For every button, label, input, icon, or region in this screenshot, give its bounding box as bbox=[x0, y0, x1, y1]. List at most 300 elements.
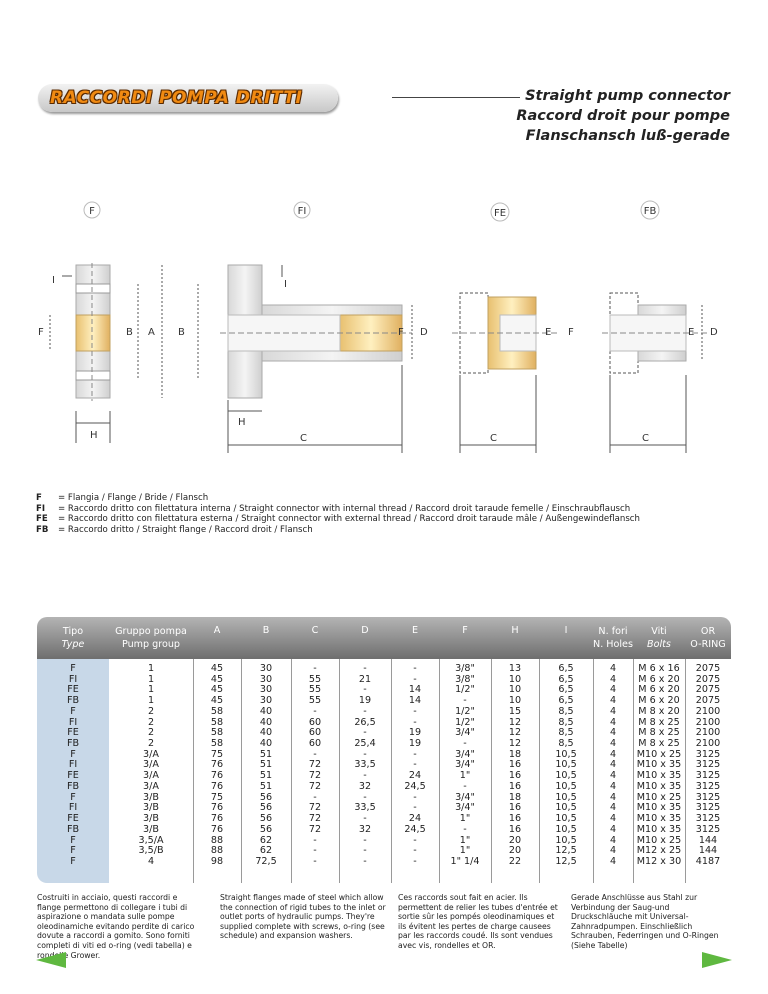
table-cell: FI bbox=[68, 673, 78, 685]
table-cell: 8,5 bbox=[558, 705, 574, 717]
view-label-f bbox=[84, 202, 100, 218]
table-cell: 3,5/B bbox=[138, 845, 164, 857]
table-cell: 4 bbox=[609, 727, 617, 739]
table-cell: 62 bbox=[259, 834, 273, 846]
table-cell: - bbox=[363, 748, 367, 760]
table-cell: 76 bbox=[210, 759, 224, 771]
table-cell: 10,5 bbox=[555, 834, 577, 846]
column-nfori bbox=[593, 664, 633, 868]
table-cell: 10,5 bbox=[555, 770, 577, 782]
table-cell: - bbox=[313, 748, 317, 760]
table-cell: 12,5 bbox=[555, 845, 577, 857]
table-cell: 75 bbox=[210, 748, 224, 760]
legend-item: FB = Raccordo dritto / Straight flange / Raccord droit / Flansch bbox=[36, 524, 313, 535]
table-cell: 12 bbox=[508, 716, 522, 728]
table-cell: 72 bbox=[308, 770, 322, 782]
table-cell: 10 bbox=[508, 695, 522, 707]
header-viti: Viti Bolts bbox=[647, 626, 671, 650]
table-cell: - bbox=[363, 684, 367, 696]
table-cell: 3/4" bbox=[455, 791, 475, 803]
table-cell: 1 bbox=[147, 673, 155, 685]
header-h: H bbox=[511, 625, 519, 636]
header-b: B bbox=[262, 625, 270, 636]
table-cell: - bbox=[463, 738, 467, 750]
table-cell: 30 bbox=[259, 673, 273, 685]
table-cell: F bbox=[70, 855, 76, 867]
svg-text:FI: FI bbox=[297, 206, 307, 217]
legend-item: FI = Raccordo dritto con filettatura interna / Straight connector with internal thread / Raccord droit taraude femelle / Einschraubflausch bbox=[36, 503, 631, 514]
header-f: F bbox=[462, 625, 468, 636]
svg-text:F: F bbox=[89, 206, 95, 217]
column-b bbox=[241, 664, 291, 868]
table-cell: 10,5 bbox=[555, 813, 577, 825]
footer-text-en: Straight flanges made of steel which allow the connection of rigid tubes to the inlet or outlet ports of hydraulic pumps. They're supplied complete with screws, o-ring (see schedule) and expansion washers. bbox=[220, 893, 386, 941]
table-cell: 16 bbox=[508, 823, 522, 835]
table-cell: - bbox=[313, 845, 317, 857]
table-cell: M 8 x 25 bbox=[638, 738, 680, 750]
table-cell: - bbox=[313, 663, 317, 674]
table-cell: 40 bbox=[259, 727, 273, 739]
table-cell: 1/2" bbox=[455, 716, 475, 728]
table-cell: M 6 x 20 bbox=[638, 673, 680, 685]
table-cell: M10 x 35 bbox=[636, 802, 682, 814]
table-cell: 144 bbox=[698, 834, 718, 846]
table-cell: 56 bbox=[259, 802, 273, 814]
table-cell: - bbox=[363, 705, 367, 717]
svg-text:FB: FB bbox=[643, 206, 657, 217]
table-cell: 76 bbox=[210, 770, 224, 782]
table-cell: - bbox=[363, 770, 367, 782]
header-i: I bbox=[564, 625, 568, 636]
table-cell: 88 bbox=[210, 834, 224, 846]
header-gruppo: Gruppo pompa Pump group bbox=[115, 626, 187, 650]
table-cell: 1" bbox=[459, 813, 471, 825]
table-cell: 76 bbox=[210, 802, 224, 814]
table-cell: F bbox=[70, 845, 76, 857]
table-cell: 3125 bbox=[695, 823, 721, 835]
table-cell: 3/B bbox=[143, 823, 159, 835]
table-cell: 3/4" bbox=[455, 802, 475, 814]
table-cell: 10,5 bbox=[555, 823, 577, 835]
table-cell: 3/A bbox=[143, 748, 159, 760]
table-cell: 10 bbox=[508, 684, 522, 696]
dim-label-i-fi: I bbox=[284, 279, 287, 290]
table-cell: 4 bbox=[609, 855, 617, 867]
table-cell: M10 x 35 bbox=[636, 759, 682, 771]
table-cell: 2100 bbox=[695, 738, 721, 750]
table-cell: 1 bbox=[147, 684, 155, 696]
table-cell: M 8 x 25 bbox=[638, 727, 680, 739]
table-cell: FI bbox=[68, 759, 78, 771]
table-cell: 15 bbox=[508, 705, 522, 717]
table-cell: 3,5/A bbox=[138, 834, 164, 846]
table-cell: 3/4" bbox=[455, 759, 475, 771]
table-cell: 4 bbox=[609, 663, 617, 674]
table-cell: - bbox=[363, 834, 367, 846]
table-cell: - bbox=[413, 663, 417, 674]
table-cell: 45 bbox=[210, 663, 224, 674]
table-cell: 30 bbox=[259, 684, 273, 696]
table-cell: 33,5 bbox=[354, 759, 376, 771]
table-cell: 3/A bbox=[143, 759, 159, 771]
table-cell: F bbox=[70, 791, 76, 803]
table-cell: 24,5 bbox=[404, 780, 426, 792]
column-viti bbox=[633, 664, 685, 868]
table-cell: 40 bbox=[259, 716, 273, 728]
table-cell: F bbox=[70, 663, 76, 674]
flange-f-drawing bbox=[76, 263, 110, 401]
table-cell: M10 x 35 bbox=[636, 780, 682, 792]
table-cell: - bbox=[463, 780, 467, 792]
table-cell: 40 bbox=[259, 738, 273, 750]
table-cell: - bbox=[363, 855, 367, 867]
table-cell: 21 bbox=[358, 673, 372, 685]
dim-label-e-fe: E bbox=[545, 327, 552, 338]
table-cell: - bbox=[413, 705, 417, 717]
dim-label-d-fi: D bbox=[420, 327, 428, 338]
connector-fi-drawing bbox=[220, 265, 412, 398]
footer-text-it: Costruiti in acciaio, questi raccordi e flange permettono di collegare i tubi di aspirazione o mandata sulle pompe oleodinamiche evitando perdite di carico dovute a raccordi a gomito. Sono forniti completi di viti ed o-ring (vedi tabella) e rondelle Grower. bbox=[37, 893, 195, 960]
table-cell: 10,5 bbox=[555, 748, 577, 760]
dim-label-c-fe: C bbox=[490, 433, 497, 444]
table-cell: 4 bbox=[609, 716, 617, 728]
table-cell: M10 x 35 bbox=[636, 770, 682, 782]
header-tipo: Tipo Type bbox=[61, 626, 85, 650]
table-cell: 12,5 bbox=[555, 855, 577, 867]
table-cell: 45 bbox=[210, 695, 224, 707]
table-cell: 72 bbox=[308, 780, 322, 792]
table-cell: 60 bbox=[308, 727, 322, 739]
table-cell: 10 bbox=[508, 673, 522, 685]
table-cell: 4 bbox=[609, 759, 617, 771]
legend-item: F = Flangia / Flange / Bride / Flansch bbox=[36, 493, 209, 503]
table-cell: 2100 bbox=[695, 727, 721, 739]
table-cell: FI bbox=[68, 802, 78, 814]
table-cell: 4 bbox=[609, 684, 617, 696]
table-cell: 51 bbox=[259, 780, 273, 792]
table-cell: - bbox=[413, 748, 417, 760]
table-cell: 3/4" bbox=[455, 748, 475, 760]
table-cell: 16 bbox=[508, 802, 522, 814]
table-cell: 3/B bbox=[143, 802, 159, 814]
table-cell: 19 bbox=[408, 727, 422, 739]
dim-label-i: I bbox=[52, 275, 55, 286]
table-cell: 16 bbox=[508, 813, 522, 825]
table-cell: 8,5 bbox=[558, 727, 574, 739]
table-cell: 75 bbox=[210, 791, 224, 803]
table-cell: M 6 x 20 bbox=[638, 695, 680, 707]
column-h bbox=[491, 664, 539, 868]
table-cell: 3125 bbox=[695, 780, 721, 792]
table-cell: 3125 bbox=[695, 748, 721, 760]
table-cell: - bbox=[413, 834, 417, 846]
table-cell: 1 bbox=[147, 695, 155, 707]
table-cell: 4 bbox=[609, 738, 617, 750]
table-cell: FB bbox=[66, 823, 80, 835]
table-cell: 4 bbox=[609, 695, 617, 707]
table-cell: 40 bbox=[259, 705, 273, 717]
table-cell: 22 bbox=[508, 855, 522, 867]
table-cell: 3/4" bbox=[455, 727, 475, 739]
table-cell: - bbox=[413, 791, 417, 803]
table-cell: FE bbox=[67, 813, 79, 825]
header-nfori: N. fori N. Holes bbox=[593, 626, 633, 650]
table-cell: M10 x 25 bbox=[636, 791, 682, 803]
table-cell: M10 x 35 bbox=[636, 813, 682, 825]
table-cell: 4 bbox=[609, 791, 617, 803]
view-label-fb bbox=[641, 201, 659, 219]
table-cell: 19 bbox=[408, 738, 422, 750]
table-cell: 4 bbox=[147, 855, 155, 867]
dim-label-h-fi: H bbox=[238, 417, 246, 428]
view-label-fe bbox=[491, 203, 509, 221]
column-d bbox=[339, 664, 391, 868]
table-cell: M 6 x 16 bbox=[638, 663, 680, 674]
table-cell: 55 bbox=[308, 673, 322, 685]
table-cell: - bbox=[313, 855, 317, 867]
dim-label-f-fi: F bbox=[398, 327, 404, 338]
table-cell: 6,5 bbox=[558, 673, 574, 685]
table-cell: 10,5 bbox=[555, 791, 577, 803]
table-cell: 1" bbox=[459, 834, 471, 846]
table-cell: 8,5 bbox=[558, 716, 574, 728]
table-cell: 56 bbox=[259, 813, 273, 825]
table-cell: M10 x 25 bbox=[636, 748, 682, 760]
table-cell: M12 x 25 bbox=[636, 845, 682, 857]
connector-fe-drawing bbox=[452, 293, 560, 373]
table-cell: F bbox=[70, 748, 76, 760]
table-cell: 72 bbox=[308, 813, 322, 825]
column-f bbox=[439, 664, 491, 868]
table-cell: 6,5 bbox=[558, 663, 574, 674]
table-cell: 2100 bbox=[695, 716, 721, 728]
table-cell: 4 bbox=[609, 705, 617, 717]
table-cell: 3/A bbox=[143, 780, 159, 792]
footer-text-de: Gerade Anschlüsse aus Stahl zur Verbindung der Saug-und Druckschläuche mit Universal-Zahnradpumpen. Einschließlich Schrauben, Federringen und O-Ringen (Siehe Tabelle) bbox=[571, 893, 719, 950]
table-cell: 24,5 bbox=[404, 823, 426, 835]
table-cell: 14 bbox=[408, 684, 422, 696]
table-cell: 4 bbox=[609, 748, 617, 760]
title-rule bbox=[392, 97, 520, 98]
table-cell: M 8 x 20 bbox=[638, 705, 680, 717]
table-cell: M 6 x 20 bbox=[638, 684, 680, 696]
dim-label-f: F bbox=[38, 327, 44, 338]
table-cell: F bbox=[70, 705, 76, 717]
table-cell: 55 bbox=[308, 695, 322, 707]
table-cell: 56 bbox=[259, 791, 273, 803]
table-cell: 58 bbox=[210, 727, 224, 739]
table-cell: 12 bbox=[508, 738, 522, 750]
table-cell: 1/2" bbox=[455, 705, 475, 717]
table-cell: 3/B bbox=[143, 791, 159, 803]
table-cell: - bbox=[363, 791, 367, 803]
table-cell: - bbox=[363, 727, 367, 739]
dim-label-d-fb: D bbox=[710, 327, 718, 338]
header-d: D bbox=[361, 625, 369, 636]
column-gruppo bbox=[109, 664, 193, 868]
table-cell: - bbox=[363, 845, 367, 857]
table-cell: 32 bbox=[358, 823, 372, 835]
column-or bbox=[685, 664, 731, 868]
dim-label-b: B bbox=[126, 327, 133, 338]
table-cell: - bbox=[413, 759, 417, 771]
table-cell: 3/A bbox=[143, 770, 159, 782]
table-cell: 3/B bbox=[143, 813, 159, 825]
table-cell: F bbox=[70, 834, 76, 846]
table-cell: 1" bbox=[459, 845, 471, 857]
table-cell: 8,5 bbox=[558, 738, 574, 750]
table-cell: 12 bbox=[508, 727, 522, 739]
table-cell: 19 bbox=[358, 695, 372, 707]
subtitle-en: Straight pump connector bbox=[525, 88, 730, 104]
table-cell: 10,5 bbox=[555, 802, 577, 814]
table-cell: 18 bbox=[508, 791, 522, 803]
dim-label-c-fi: C bbox=[300, 433, 307, 444]
table-cell: 4 bbox=[609, 802, 617, 814]
table-cell: 4187 bbox=[695, 855, 721, 867]
dim-label-h: H bbox=[90, 430, 98, 441]
table-cell: 2075 bbox=[695, 673, 721, 685]
table-cell: 32 bbox=[358, 780, 372, 792]
subtitle-fr: Raccord droit pour pompe bbox=[516, 108, 730, 124]
table-cell: - bbox=[463, 695, 467, 707]
table-cell: 3125 bbox=[695, 770, 721, 782]
table-cell: 2 bbox=[147, 738, 155, 750]
table-cell: 20 bbox=[508, 834, 522, 846]
table-cell: 6,5 bbox=[558, 695, 574, 707]
subtitle-de: Flanschansch luß-gerade bbox=[525, 128, 730, 144]
column-i bbox=[539, 664, 593, 868]
column-e bbox=[391, 664, 439, 868]
table-cell: 60 bbox=[308, 716, 322, 728]
table-cell: 14 bbox=[408, 695, 422, 707]
dim-label-b-fi: B bbox=[178, 327, 185, 338]
table-cell: 2 bbox=[147, 705, 155, 717]
table-cell: 1" 1/4 bbox=[450, 855, 480, 867]
table-cell: 1 bbox=[147, 663, 155, 674]
table-cell: 55 bbox=[308, 684, 322, 696]
table-cell: 25,4 bbox=[354, 738, 376, 750]
footer-text-fr: Ces raccords sout fait en acier. Ils permettent de relier les tubes d'entrée et sortie sûr les pompés oleodinamiques et ils évitent les pertes de charge causees par les raccords coudé. Ils sont vendues avec vis, rondelles et OR. bbox=[398, 893, 558, 950]
table-cell: 3125 bbox=[695, 802, 721, 814]
table-cell: 51 bbox=[259, 770, 273, 782]
table-cell: 60 bbox=[308, 738, 322, 750]
table-cell: 72 bbox=[308, 823, 322, 835]
table-cell: 144 bbox=[698, 845, 718, 857]
dim-label-c-fb: C bbox=[642, 433, 649, 444]
table-cell: 88 bbox=[210, 845, 224, 857]
table-cell: 3125 bbox=[695, 813, 721, 825]
arrow-left-icon[interactable] bbox=[36, 952, 66, 968]
table-cell: 30 bbox=[259, 695, 273, 707]
table-cell: 3/8" bbox=[455, 673, 475, 685]
table-cell: 2 bbox=[147, 716, 155, 728]
table-cell: FB bbox=[66, 738, 80, 750]
table-cell: 2100 bbox=[695, 705, 721, 717]
table-cell: 2 bbox=[147, 727, 155, 739]
table-cell: 6,5 bbox=[558, 684, 574, 696]
table-cell: M10 x 35 bbox=[636, 823, 682, 835]
technical-drawing bbox=[20, 185, 750, 460]
table-cell: - bbox=[463, 823, 467, 835]
table-cell: M10 x 25 bbox=[636, 834, 682, 846]
table-cell: 2075 bbox=[695, 663, 721, 674]
table-cell: 24 bbox=[408, 770, 422, 782]
table-cell: 4 bbox=[609, 770, 617, 782]
column-c bbox=[291, 664, 339, 868]
table-cell: 20 bbox=[508, 845, 522, 857]
table-cell: 30 bbox=[259, 663, 273, 674]
table-cell: - bbox=[413, 673, 417, 685]
table-cell: 13 bbox=[508, 663, 522, 674]
dim-label-e-fb: E bbox=[688, 327, 695, 338]
table-cell: - bbox=[413, 855, 417, 867]
table-cell: 58 bbox=[210, 716, 224, 728]
table-cell: M 8 x 25 bbox=[638, 716, 680, 728]
table-cell: 56 bbox=[259, 823, 273, 835]
legend-item: FE = Raccordo dritto con filettatura esterna / Straight connector with external thread / Raccord droit taraude mâle / Außengewindeflansch bbox=[36, 514, 640, 524]
table-cell: 76 bbox=[210, 823, 224, 835]
table-cell: 51 bbox=[259, 748, 273, 760]
table-cell: 4 bbox=[609, 780, 617, 792]
header-e: E bbox=[411, 625, 419, 636]
table-cell: - bbox=[363, 813, 367, 825]
header-c: C bbox=[311, 625, 319, 636]
table-cell: 18 bbox=[508, 748, 522, 760]
table-cell: 2075 bbox=[695, 695, 721, 707]
header-a: A bbox=[213, 625, 221, 636]
table-cell: 58 bbox=[210, 738, 224, 750]
table-cell: - bbox=[413, 716, 417, 728]
table-cell: 45 bbox=[210, 684, 224, 696]
table-cell: 16 bbox=[508, 780, 522, 792]
svg-text:FE: FE bbox=[493, 208, 507, 219]
table-cell: 76 bbox=[210, 780, 224, 792]
table-cell: 16 bbox=[508, 759, 522, 771]
table-cell: 16 bbox=[508, 770, 522, 782]
table-cell: 58 bbox=[210, 705, 224, 717]
table-cell: 4 bbox=[609, 834, 617, 846]
table-cell: 4 bbox=[609, 845, 617, 857]
table-cell: - bbox=[313, 834, 317, 846]
dim-label-f-fe: F bbox=[568, 327, 574, 338]
table-cell: 51 bbox=[259, 759, 273, 771]
table-cell: 2075 bbox=[695, 684, 721, 696]
arrow-right-icon[interactable] bbox=[702, 952, 732, 968]
table-cell: 4 bbox=[609, 673, 617, 685]
table-cell: 10,5 bbox=[555, 780, 577, 792]
table-cell: 3125 bbox=[695, 791, 721, 803]
table-cell: 45 bbox=[210, 673, 224, 685]
table-cell: 3125 bbox=[695, 759, 721, 771]
table-cell: FE bbox=[67, 727, 79, 739]
legend bbox=[36, 493, 640, 535]
table-cell: FE bbox=[67, 684, 79, 696]
table-cell: - bbox=[313, 705, 317, 717]
header-or: OR O-RING bbox=[690, 626, 726, 650]
table-cell: 10,5 bbox=[555, 759, 577, 771]
table-cell: 98 bbox=[210, 855, 224, 867]
table-cell: 76 bbox=[210, 813, 224, 825]
table-cell: 72 bbox=[308, 759, 322, 771]
column-a bbox=[193, 664, 241, 868]
table-cell: FB bbox=[66, 695, 80, 707]
table-cell: 72 bbox=[308, 802, 322, 814]
table-cell: 72,5 bbox=[255, 855, 277, 867]
table-cell: FB bbox=[66, 780, 80, 792]
table-cell: 62 bbox=[259, 845, 273, 857]
table-cell: 4 bbox=[609, 813, 617, 825]
